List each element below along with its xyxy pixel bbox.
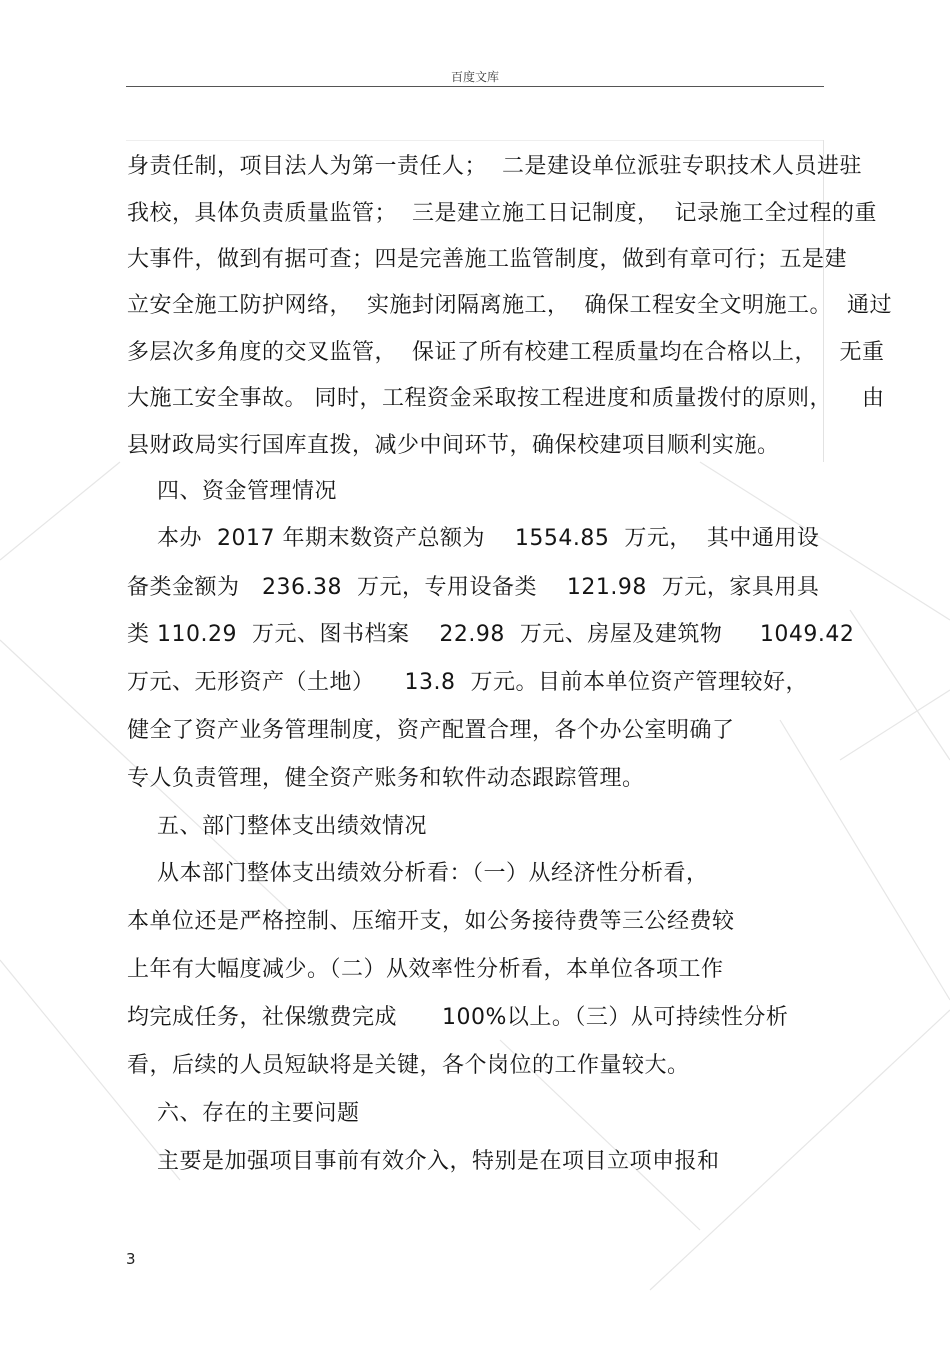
body-line: 均完成任务，社保缴费完成 100%以上。（三）从可持续性分析 — [127, 1005, 789, 1030]
body-line: 大事件，做到有据可查；四是完善施工监管制度，做到有章可行；五是建 — [127, 247, 848, 272]
body-line: 大施工安全事故。 同时，工程资金采取按工程进度和质量拨付的原则， 由 — [127, 386, 885, 411]
body-line: 立安全施工防护网络， 实施封闭隔离施工， 确保工程安全文明施工。 通过 — [127, 293, 892, 318]
body-line: 专人负责管理，健全资产账务和软件动态跟踪管理。 — [127, 766, 645, 791]
body-line: 主要是加强项目事前有效介入，特别是在项目立项申报和 — [127, 1149, 720, 1174]
body-line: 县财政局实行国库直拨，减少中间环节，确保校建项目顺利实施。 — [127, 433, 780, 458]
body-line: 本单位还是严格控制、压缩开支，如公务接待费等三公经费较 — [127, 909, 735, 934]
body-line: 我校，具体负责质量监管； 三是建立施工日记制度， 记录施工全过程的重 — [127, 201, 877, 226]
body-line: 备类金额为 236.38 万元，专用设备类 121.98 万元，家具用具 — [127, 575, 820, 600]
body-line: 多层次多角度的交叉监管， 保证了所有校建工程质量均在合格以上， 无重 — [127, 340, 885, 365]
section-heading: 六、存在的主要问题 — [127, 1101, 360, 1126]
section-heading: 五、部门整体支出绩效情况 — [127, 814, 427, 839]
body-line: 本办 2017 年期末数资产总额为 1554.85 万元， 其中通用设 — [127, 526, 820, 551]
body-line: 看，后续的人员短缺将是关键，各个岗位的工作量较大。 — [127, 1053, 690, 1078]
body-line: 类 110.29 万元、图书档案 22.98 万元、房屋及建筑物 1049.42 — [127, 622, 855, 647]
body-line: 身责任制，项目法人为第一责任人； 二是建设单位派驻专职技术人员进驻 — [127, 154, 862, 179]
page-header-title: 百度文库 — [450, 70, 499, 84]
body-line: 万元、无形资产（土地） 13.8 万元。目前本单位资产管理较好， — [127, 670, 808, 695]
body-line: 健全了资产业务管理制度，资产配置合理，各个办公室明确了 — [127, 718, 735, 743]
body-line: 从本部门整体支出绩效分析看：（一）从经济性分析看， — [127, 861, 709, 886]
section-heading: 四、资金管理情况 — [127, 479, 337, 504]
body-line: 上年有大幅度减少。（二）从效率性分析看，本单位各项工作 — [127, 957, 724, 982]
page-number: 3 — [126, 1250, 136, 1268]
